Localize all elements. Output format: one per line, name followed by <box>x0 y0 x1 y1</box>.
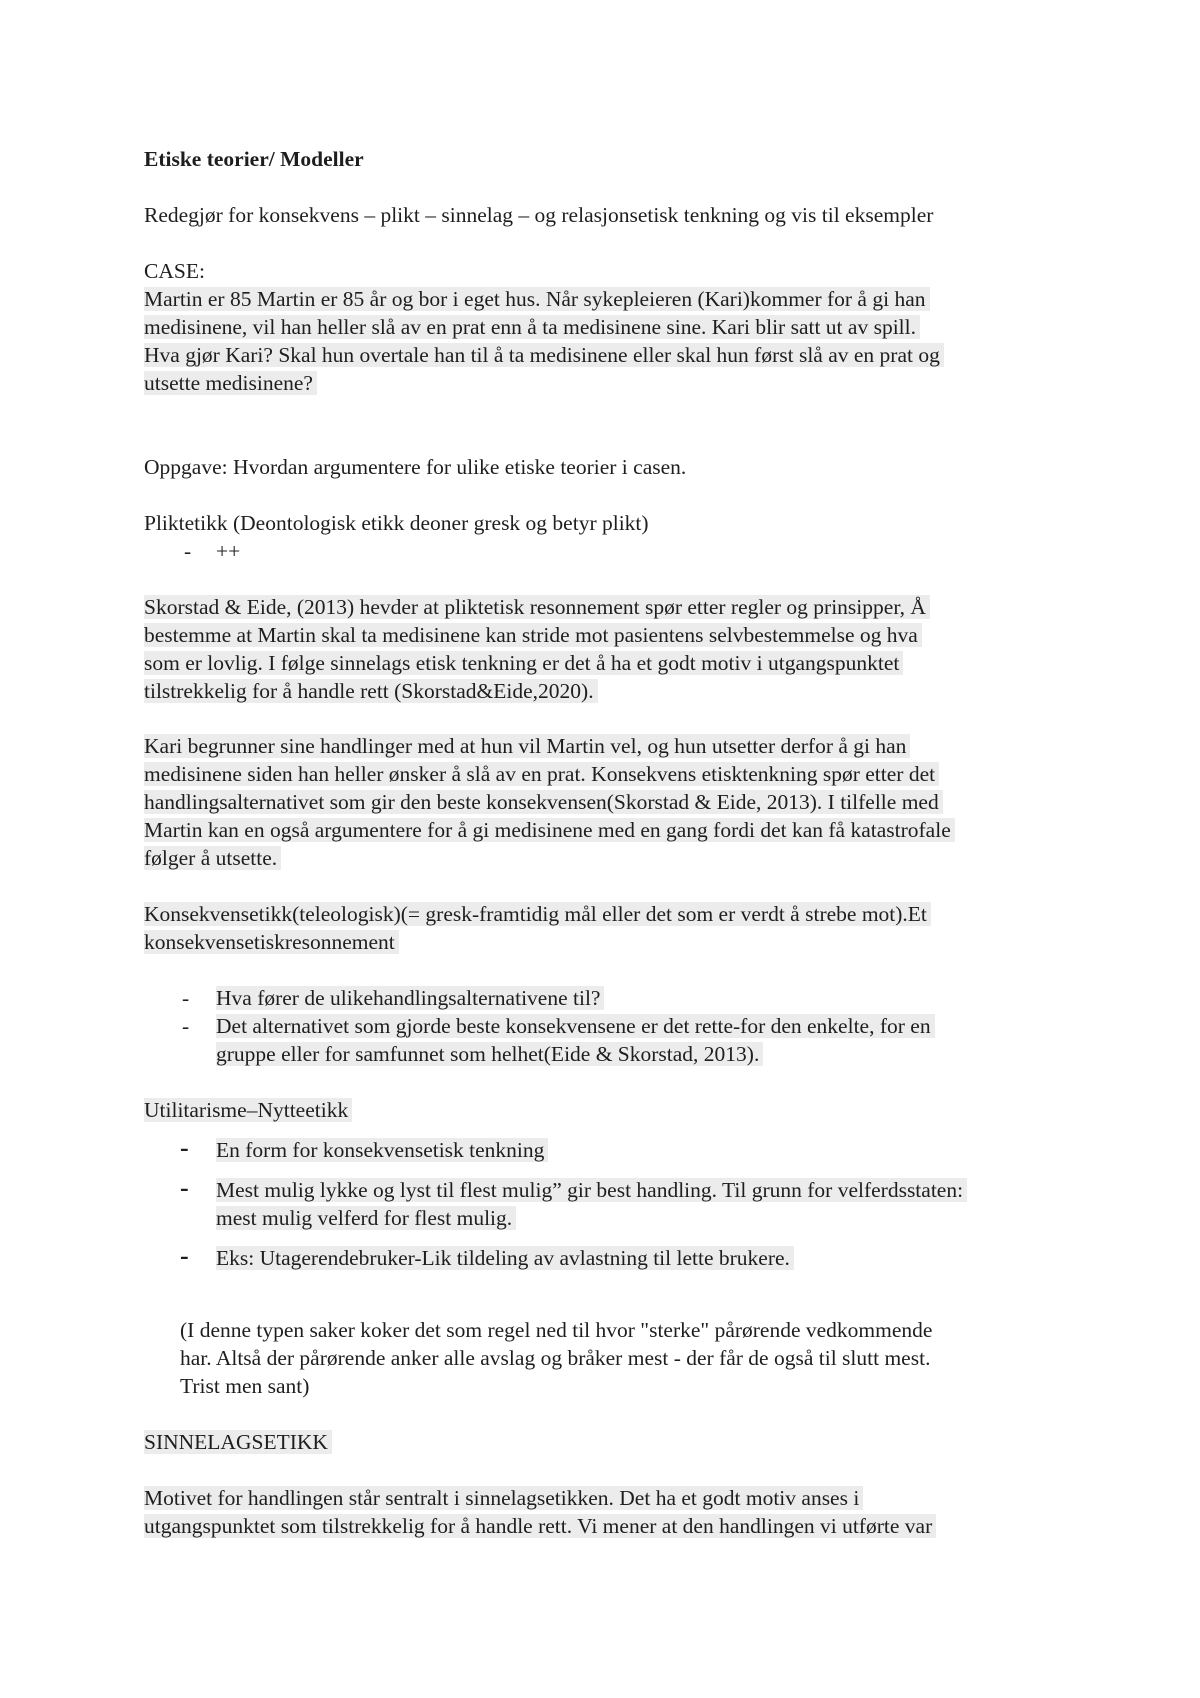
paragraph-line: Motivet for handlingen står sentralt i sinnelagsetikken. Det ha et godt motiv anses i <box>144 1486 863 1510</box>
paragraph-line: utgangspunktet som tilstrekkelig for å handle rett. Vi mener at den handlingen vi utførte var <box>144 1514 936 1538</box>
document-title: Etiske teorier/ Modeller <box>144 147 364 171</box>
paragraph-line: handlingsalternativet som gir den beste konsekvensen(Skorstad & Eide, 2013). I tilfelle med <box>144 790 943 814</box>
plikt-heading: Pliktetikk (Deontologisk etikk deoner gresk og betyr plikt) <box>144 511 649 535</box>
note-line: (I denne typen saker koker det som regel ned til hvor "sterke" pårørende vedkommende <box>180 1318 933 1342</box>
paragraph-line: som er lovlig. I følge sinnelags etisk tenkning er det å ha et godt motiv i utgangspunktet <box>144 651 903 675</box>
paragraph-line: medisinene siden han heller ønsker å slå av en prat. Konsekvens etisktenkning spør etter det <box>144 762 939 786</box>
utilitarisme-heading <box>144 1096 1084 1124</box>
bullet-dash: - <box>182 1014 190 1038</box>
utilitarisme-list <box>144 1133 1084 1272</box>
paragraph-line: følger å utsette. <box>144 846 281 870</box>
sinnelag-heading <box>144 1428 1084 1456</box>
sinnelag-paragraph <box>144 1484 1084 1540</box>
list-item <box>144 1012 1084 1068</box>
task-line: Oppgave: Hvordan argumentere for ulike etiske teorier i casen. <box>144 455 687 479</box>
case-line: Hva gjør Kari? Skal hun overtale han til å ta medisinene eller skal hun først slå av en prat og <box>144 343 944 367</box>
bullet-dash: - <box>182 986 190 1010</box>
case-line: Martin er 85 Martin er 85 år og bor i eget hus. Når sykepleieren (Kari)kommer for å gi han <box>144 287 930 311</box>
list-item-text: mest mulig velferd for flest mulig. <box>216 1206 516 1230</box>
case-section <box>144 257 1084 397</box>
bullet-dash: - <box>180 1173 189 1202</box>
note-line: har. Altså der pårørende anker alle avslag og bråker mest - der får de også til slutt mest. <box>180 1346 931 1370</box>
list-item <box>144 1133 1084 1164</box>
konsekvens-list <box>144 984 1084 1068</box>
list-item <box>144 1173 1084 1232</box>
case-line: utsette medisinene? <box>144 371 317 395</box>
sinnelag-heading-text: SINNELAGSETIKK <box>144 1430 332 1454</box>
list-item-text: Mest mulig lykke og lyst til flest mulig” gir best handling. Til grunn for velferdsstaten: <box>216 1178 967 1202</box>
paragraph-line: Skorstad & Eide, (2013) hevder at pliktetisk resonnement spør etter regler og prinsipper, Å <box>144 595 930 619</box>
bullet-dash: - <box>180 1133 189 1162</box>
bullet-dash: - <box>180 1241 189 1270</box>
utilitarisme-note <box>180 1316 1080 1400</box>
konsekvens-section <box>144 900 1084 956</box>
paragraph-line: Martin kan en også argumentere for å gi medisinene med en gang fordi det kan få katastrofale <box>144 818 955 842</box>
case-line: medisinene, vil han heller slå av en prat enn å ta medisinene sine. Kari blir satt ut av spill. <box>144 315 920 339</box>
note-line: Trist men sant) <box>180 1374 310 1398</box>
list-item <box>144 984 1084 1012</box>
list-item-text: gruppe eller for samfunnet som helhet(Eide & Skorstad, 2013). <box>216 1042 763 1066</box>
paragraph-line: Kari begrunner sine handlinger med at hun vil Martin vel, og hun utsetter derfor å gi han <box>144 734 910 758</box>
intro-line: Redegjør for konsekvens – plikt – sinnelag – og relasjonsetisk tenkning og vis til eksempler <box>144 203 934 227</box>
paragraph-kari <box>144 732 1084 872</box>
list-item-text: Hva fører de ulikehandlingsalternativene til? <box>216 986 604 1010</box>
paragraph-pliktetisk <box>144 593 1084 705</box>
list-item <box>144 1241 1084 1272</box>
list-item-text: Det alternativet som gjorde beste konsekvensene er det rette-for den enkelte, for en <box>216 1014 935 1038</box>
konsekvens-line: konsekvensetiskresonnement <box>144 930 399 954</box>
plikt-bullet-dash: - <box>184 539 192 563</box>
paragraph-line: bestemme at Martin skal ta medisinene kan stride mot pasientens selvbestemmelse og hva <box>144 623 922 647</box>
plikt-bullet-text: ++ <box>216 539 241 563</box>
list-item-text: Eks: Utagerendebruker-Lik tildeling av avlastning til lette brukere. <box>216 1246 794 1270</box>
case-label: CASE: <box>144 259 205 283</box>
utilitarisme-heading-text: Utilitarisme–Nytteetikk <box>144 1098 352 1122</box>
plikt-section <box>144 509 1084 565</box>
konsekvens-line: Konsekvensetikk(teleologisk)(= gresk-framtidig mål eller det som er verdt å strebe mot).Et <box>144 902 931 926</box>
list-item-text: En form for konsekvensetisk tenkning <box>216 1138 548 1162</box>
paragraph-line: tilstrekkelig for å handle rett (Skorstad&Eide,2020). <box>144 679 598 703</box>
